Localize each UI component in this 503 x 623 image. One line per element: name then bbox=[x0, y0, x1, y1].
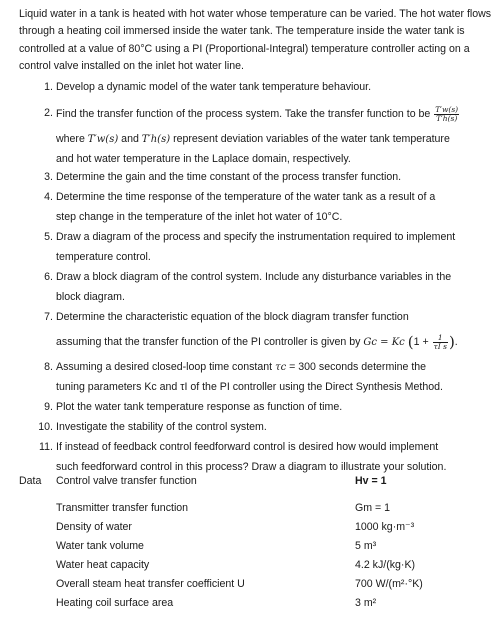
data-heading: Data bbox=[19, 475, 42, 487]
data-row bbox=[0, 575, 503, 593]
open-paren: ( bbox=[407, 333, 414, 352]
task-item-1 bbox=[0, 78, 503, 98]
task-text: Assuming a desired closed-loop time constant bbox=[56, 361, 276, 373]
task-text-line-1 bbox=[56, 356, 494, 378]
task-item-7 bbox=[0, 308, 503, 356]
task-text-line-2: assuming that the transfer function of the PI controller is given by Gc = Kc (1 + $\frac{1}{\text{τI s}}$ ). bbox=[56, 332, 458, 352]
task-text: Determine the characteristic equation of the block diagram transfer function bbox=[56, 311, 409, 323]
task-number: 5. bbox=[44, 231, 53, 243]
process-transfer-function-fraction bbox=[434, 106, 459, 123]
task-number: 10. bbox=[38, 421, 53, 433]
task-text: block diagram. bbox=[56, 290, 125, 303]
task-text: where bbox=[56, 133, 88, 145]
task-item-9 bbox=[0, 398, 503, 418]
data-name-cell: Transmitter transfer function bbox=[56, 502, 189, 514]
data-row bbox=[0, 518, 503, 536]
task-item-2 bbox=[0, 98, 503, 168]
task-text: Determine the gain and the time constant of the process transfer function. bbox=[56, 171, 402, 183]
task-text: assuming that the transfer function of the PI controller is given by bbox=[56, 335, 361, 348]
task-number: 3. bbox=[44, 171, 53, 183]
fraction-denominator: τI s bbox=[433, 341, 447, 351]
task-text: Plot the water tank temperature response as function of time. bbox=[56, 401, 343, 413]
task-number: 7. bbox=[44, 311, 53, 323]
intro-paragraph: Liquid water in a tank is heated with hot water whose temperature can be varied. The hot water flows through a heating coil immersed inside the water tank. The temperature inside the water tank is controlled at a value of 80°C using a PI (Proportional-Integral) temperature controller acting on a control valve installed on the inlet hot water line. bbox=[19, 8, 492, 72]
fraction-numerator: 1 bbox=[433, 334, 448, 343]
task-number: 9. bbox=[44, 401, 53, 413]
task-text: Determine the time response of the temperature of the water tank as a result of a bbox=[56, 191, 436, 203]
task-number: 6. bbox=[44, 271, 53, 283]
data-name-cell: Control valve transfer function bbox=[56, 475, 197, 487]
data-name-cell: Water tank volume bbox=[56, 540, 144, 552]
data-value-cell: Hv = 1 bbox=[355, 475, 387, 487]
task-number: 1. bbox=[44, 81, 53, 93]
data-name-cell: Density of water bbox=[56, 521, 132, 533]
integral-term-fraction bbox=[433, 334, 448, 351]
task-text-line-3: and hot water temperature in the Laplace domain, respectively. bbox=[56, 152, 351, 165]
data-row bbox=[0, 537, 503, 555]
math-pi-controller: Gc = Kc bbox=[363, 336, 405, 348]
task-text: and bbox=[118, 133, 142, 145]
task-text: represent deviation variables of the water tank temperature bbox=[170, 133, 450, 145]
task-item-4 bbox=[0, 188, 503, 228]
fraction-denominator: T′h(s) bbox=[436, 113, 458, 123]
data-value-cell: 3 m² bbox=[355, 597, 377, 609]
math-tw: T′w(s) bbox=[87, 134, 119, 145]
task-text: If instead of feedback control feedforward control is desired how would implement bbox=[56, 441, 439, 453]
one-plus: 1 + bbox=[413, 335, 432, 348]
close-paren: ) bbox=[448, 333, 455, 352]
task-text-line-2 bbox=[56, 130, 494, 150]
data-row bbox=[0, 499, 503, 517]
data-row bbox=[0, 472, 503, 490]
task-text-line-1 bbox=[56, 98, 494, 130]
task-item-10 bbox=[0, 418, 503, 438]
fraction-numerator: T′w(s) bbox=[435, 104, 459, 114]
task-text: = 300 seconds determine the bbox=[286, 361, 427, 373]
task-text: Draw a diagram of the process and specify the instrumentation required to implement bbox=[56, 231, 456, 243]
data-name-cell: Water heat capacity bbox=[56, 559, 150, 571]
data-value-cell: 1000 kg·m⁻³ bbox=[355, 521, 415, 533]
task-text: tuning parameters Kc and τI of the PI controller using the Direct Synthesis Method. bbox=[56, 380, 443, 393]
task-text: step change in the temperature of the inlet hot water of 10°C. bbox=[56, 210, 343, 223]
task-text: temperature control. bbox=[56, 250, 151, 263]
task-text: Find the transfer function of the process system. Take the transfer function to be bbox=[56, 108, 431, 120]
task-text: Draw a block diagram of the control system. Include any disturbance variables in the bbox=[56, 271, 452, 283]
data-value-cell: 700 W/(m²·°K) bbox=[355, 578, 423, 590]
data-name-cell: Overall steam heat transfer coefficient U bbox=[56, 578, 245, 590]
task-list bbox=[0, 78, 503, 478]
data-value-cell: 4.2 kJ/(kg·K) bbox=[355, 559, 416, 571]
task-text: such feedforward control in this process? Draw a diagram to illustrate your solution. bbox=[56, 460, 447, 473]
math-tau-c: τc bbox=[275, 362, 287, 373]
task-item-5 bbox=[0, 228, 503, 268]
data-value-cell: Gm = 1 bbox=[355, 502, 391, 514]
math-th: T′h(s) bbox=[141, 134, 171, 145]
data-name-cell: Heating coil surface area bbox=[56, 597, 174, 609]
task-item-6 bbox=[0, 268, 503, 308]
task-number: 2. bbox=[44, 107, 53, 119]
data-value-cell: 5 m³ bbox=[355, 540, 377, 552]
task-text: Develop a dynamic model of the water tank temperature behaviour. bbox=[56, 81, 372, 93]
task-item-8 bbox=[0, 356, 503, 398]
task-number: 4. bbox=[44, 191, 53, 203]
task-item-3 bbox=[0, 168, 503, 188]
task-number: 11. bbox=[39, 441, 53, 453]
task-number: 8. bbox=[44, 361, 53, 373]
data-row bbox=[0, 594, 503, 612]
task-text: Investigate the stability of the control system. bbox=[56, 421, 267, 433]
data-row bbox=[0, 556, 503, 574]
